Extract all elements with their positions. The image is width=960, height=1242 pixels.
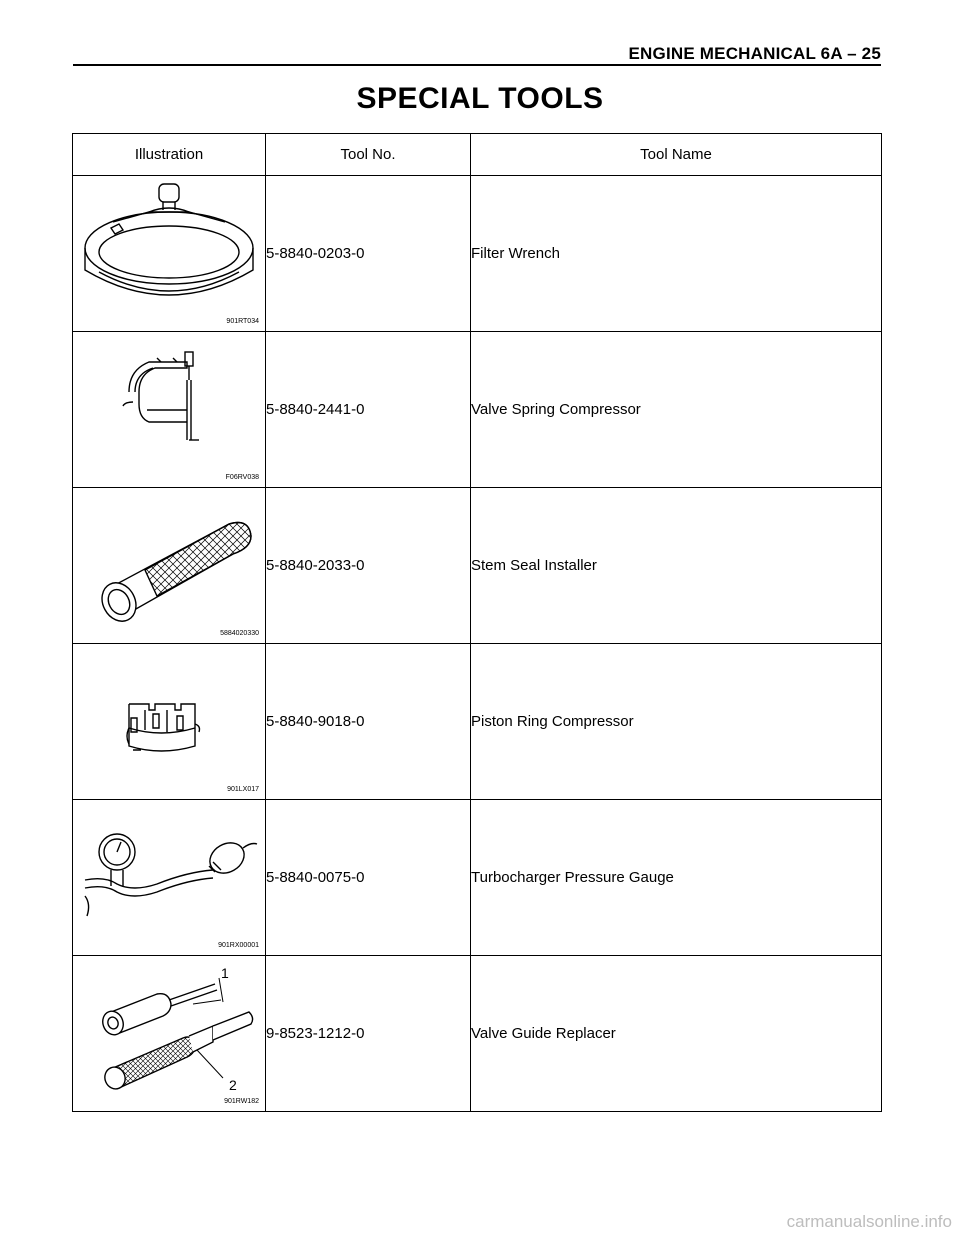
callout-2: 2: [229, 1077, 237, 1093]
illustration-cell: [73, 800, 266, 956]
tool-number: 5-8840-0075-0: [266, 800, 471, 956]
footer-watermark: carmanualsonline.info: [786, 1212, 952, 1231]
page-title: SPECIAL TOOLS: [356, 82, 604, 115]
piston-ring-compressor-icon: [73, 644, 266, 799]
illustration-cell: [73, 956, 266, 1112]
table-header-row: [73, 134, 882, 176]
figure-code: 901RX00001: [218, 942, 259, 949]
column-header-tool-no: Tool No.: [266, 134, 471, 176]
page-header: [73, 40, 881, 66]
tool-number: 5-8840-2033-0: [266, 488, 471, 644]
illustration-cell: [73, 332, 266, 488]
valve-spring-compressor-icon: [73, 332, 266, 487]
pressure-gauge-icon: [73, 800, 266, 955]
tool-name: Filter Wrench: [471, 176, 882, 332]
valve-guide-replacer-icon: [73, 956, 266, 1111]
illustration-cell: [73, 488, 266, 644]
callout-1: 1: [221, 965, 229, 981]
column-header-illustration: Illustration: [73, 134, 266, 176]
table-row: [73, 176, 882, 332]
tool-number: 9-8523-1212-0: [266, 956, 471, 1112]
special-tools-table: [72, 133, 882, 1112]
filter-wrench-icon: [73, 176, 266, 331]
figure-code: 5884020330: [220, 630, 259, 637]
column-header-tool-name: Tool Name: [471, 134, 882, 176]
header-text: ENGINE MECHANICAL 6A – 25: [628, 44, 881, 63]
stem-seal-installer-icon: [73, 488, 266, 643]
figure-code: 901LX017: [227, 786, 259, 793]
table-row: [73, 956, 882, 1112]
illustration-cell: [73, 176, 266, 332]
table-row: [73, 332, 882, 488]
illustration-cell: [73, 644, 266, 800]
tool-number: 5-8840-0203-0: [266, 176, 471, 332]
table-row: [73, 800, 882, 956]
tool-name: Turbocharger Pressure Gauge: [471, 800, 882, 956]
table-row: [73, 644, 882, 800]
tool-number: 5-8840-2441-0: [266, 332, 471, 488]
figure-code: F06RV038: [225, 474, 259, 481]
tool-name: Piston Ring Compressor: [471, 644, 882, 800]
figure-code: 901RW182: [224, 1098, 259, 1105]
tool-name: Valve Spring Compressor: [471, 332, 882, 488]
tool-number: 5-8840-9018-0: [266, 644, 471, 800]
header-rule: [73, 64, 881, 66]
table-row: [73, 488, 882, 644]
tool-name: Stem Seal Installer: [471, 488, 882, 644]
tool-name: Valve Guide Replacer: [471, 956, 882, 1112]
figure-code: 901RT034: [226, 318, 259, 325]
